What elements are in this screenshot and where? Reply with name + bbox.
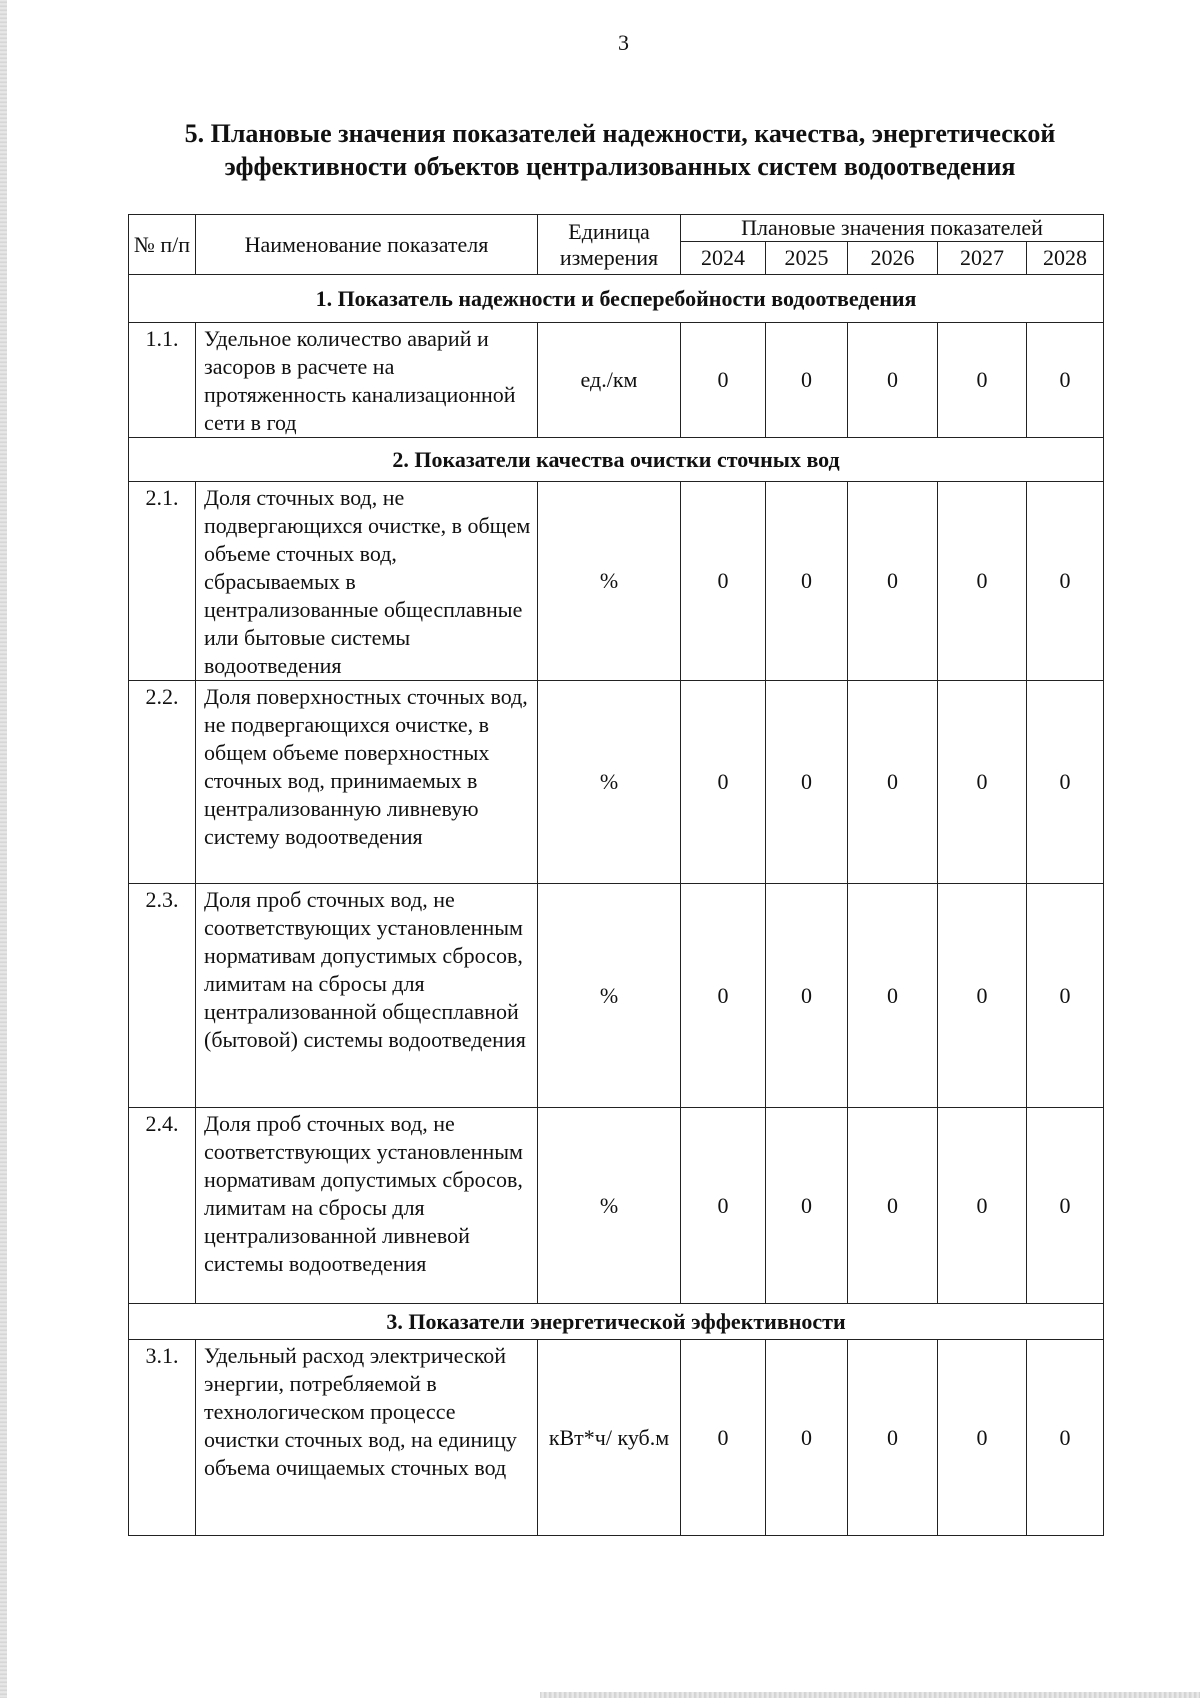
row-value: 0	[766, 323, 848, 438]
title-line-1: 5. Плановые значения показателей надежности, качества, энергетической	[184, 119, 1056, 148]
row-unit: %	[538, 1108, 681, 1304]
row-value: 0	[681, 482, 766, 681]
row-unit: кВт*ч/ куб.м	[538, 1340, 681, 1536]
scan-edge-left	[0, 0, 7, 1698]
row-unit: ед./км	[538, 323, 681, 438]
indicators-table	[128, 214, 1104, 1536]
row-value: 0	[766, 482, 848, 681]
row-num: 1.1.	[129, 323, 196, 438]
row-value: 0	[1027, 1108, 1104, 1304]
header-num: № п/п	[129, 215, 196, 275]
row-value: 0	[938, 482, 1027, 681]
row-value: 0	[681, 884, 766, 1108]
year-header: 2028	[1027, 242, 1104, 275]
section-row	[129, 438, 1104, 482]
scan-edge-bottom	[540, 1692, 1200, 1698]
row-value: 0	[681, 681, 766, 884]
row-value: 0	[681, 323, 766, 438]
year-header: 2026	[848, 242, 938, 275]
row-value: 0	[848, 1340, 938, 1536]
row-name: Доля проб сточных вод, не соответствующих установленным нормативам допустимых сбросов, лимитам на сбросы для централизованной общесплавной (бытовой) системы водоотведения	[196, 884, 538, 1108]
row-value: 0	[938, 681, 1027, 884]
row-value: 0	[766, 681, 848, 884]
page-title	[120, 117, 1120, 183]
row-value: 0	[766, 1340, 848, 1536]
row-unit: %	[538, 884, 681, 1108]
year-header: 2024	[681, 242, 766, 275]
year-header: 2027	[938, 242, 1027, 275]
row-unit: %	[538, 482, 681, 681]
section-title: 2. Показатели качества очистки сточных вод	[129, 438, 1104, 482]
row-value: 0	[681, 1108, 766, 1304]
row-value: 0	[1027, 323, 1104, 438]
row-num: 2.2.	[129, 681, 196, 884]
table-row	[129, 884, 1104, 1108]
row-name: Доля поверхностных сточных вод, не подвергающихся очистке, в общем объеме поверхностных сточных вод, принимаемых в централизованную ливневую систему водоотведения	[196, 681, 538, 884]
row-value: 0	[1027, 884, 1104, 1108]
row-value: 0	[1027, 681, 1104, 884]
title-line-2: эффективности объектов централизованных систем водоотведения	[224, 152, 1016, 181]
table-row	[129, 482, 1104, 681]
row-value: 0	[1027, 1340, 1104, 1536]
row-value: 0	[848, 681, 938, 884]
row-value: 0	[766, 884, 848, 1108]
row-num: 2.3.	[129, 884, 196, 1108]
table-row	[129, 681, 1104, 884]
year-header: 2025	[766, 242, 848, 275]
page-number: 3	[618, 30, 629, 55]
header-row	[129, 215, 1104, 242]
table-row	[129, 1340, 1104, 1536]
row-value: 0	[681, 1340, 766, 1536]
header-planned: Плановые значения показателей	[681, 215, 1104, 242]
row-name: Доля проб сточных вод, не соответствующих установленным нормативам допустимых сбросов, лимитам на сбросы для централизованной ливневой системы водоотведения	[196, 1108, 538, 1304]
row-num: 3.1.	[129, 1340, 196, 1536]
table-row	[129, 1108, 1104, 1304]
row-value: 0	[938, 1340, 1027, 1536]
row-value: 0	[848, 323, 938, 438]
row-name: Удельное количество аварий и засоров в расчете на протяженность канализационной сети в год	[196, 323, 538, 438]
row-value: 0	[938, 884, 1027, 1108]
row-value: 0	[848, 482, 938, 681]
row-name: Удельный расход электрической энергии, потребляемой в технологическом процессе очистки сточных вод, на единицу объема очищаемых сточных вод	[196, 1340, 538, 1536]
row-num: 2.1.	[129, 482, 196, 681]
row-num: 2.4.	[129, 1108, 196, 1304]
section-title: 3. Показатели энергетической эффективности	[129, 1304, 1104, 1340]
header-unit: Единица измерения	[538, 215, 681, 275]
row-value: 0	[848, 884, 938, 1108]
section-row	[129, 1304, 1104, 1340]
section-title: 1. Показатель надежности и бесперебойности водоотведения	[129, 275, 1104, 323]
header-name: Наименование показателя	[196, 215, 538, 275]
row-value: 0	[938, 1108, 1027, 1304]
row-name: Доля сточных вод, не подвергающихся очистке, в общем объеме сточных вод, сбрасываемых в централизованные общесплавные или бытовые системы водоотведения	[196, 482, 538, 681]
row-unit: %	[538, 681, 681, 884]
row-value: 0	[766, 1108, 848, 1304]
row-value: 0	[938, 323, 1027, 438]
row-value: 0	[848, 1108, 938, 1304]
table-row	[129, 323, 1104, 438]
section-row	[129, 275, 1104, 323]
row-value: 0	[1027, 482, 1104, 681]
